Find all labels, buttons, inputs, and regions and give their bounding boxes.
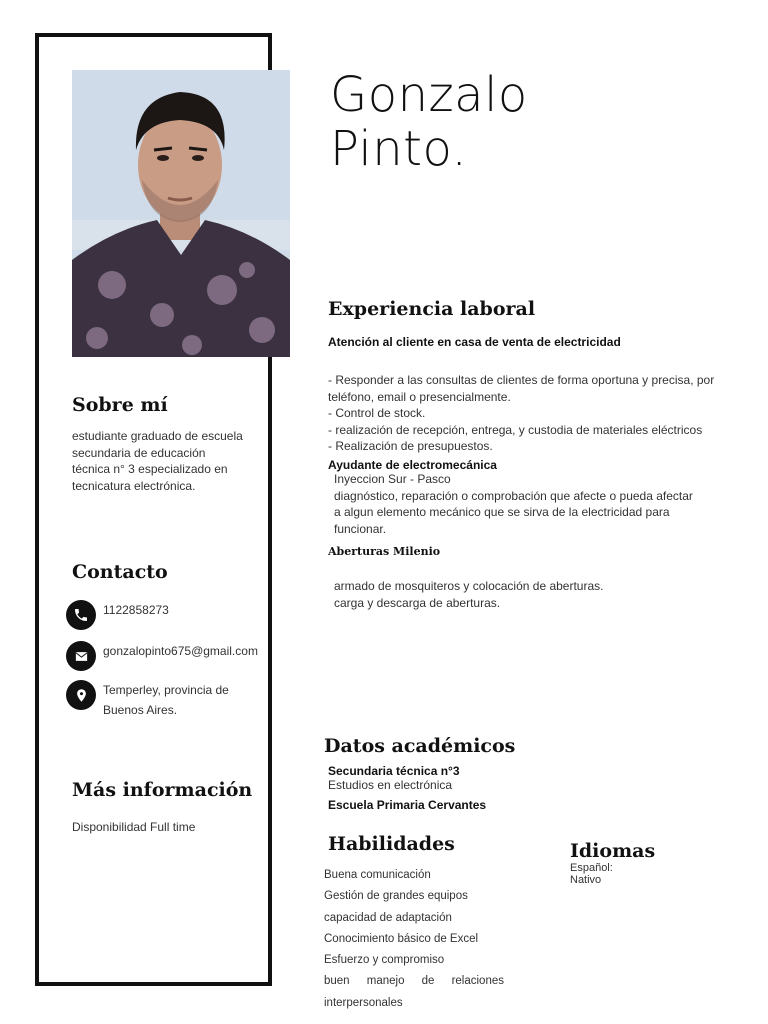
contact-phone-row [66, 600, 169, 630]
job1-line: - Responder a las consultas de clientes de forma oportuna y precisa, por [328, 373, 715, 387]
about-line: tecnicatura electrónica. [72, 478, 196, 493]
job2-line: Inyeccion Sur - Pasco [334, 472, 451, 486]
availability-text: Disponibilidad Full time [72, 820, 196, 834]
location-pin-icon [66, 680, 96, 710]
about-line: técnica n° 3 especializado en [72, 462, 228, 476]
last-name: Pinto. [330, 121, 468, 177]
first-name: Gonzalo [330, 67, 528, 123]
address-line: Buenos Aires. [103, 703, 178, 717]
job2-title: Ayudante de electromecánica [328, 458, 497, 472]
job3-details [334, 578, 603, 611]
school1-detail: Estudios en electrónica [328, 778, 453, 792]
skill-item: interpersonales [324, 996, 403, 1009]
email-address[interactable]: gonzalopinto675@gmail.com [103, 644, 258, 658]
profile-photo [72, 70, 290, 357]
job1-title: Atención al cliente en casa de venta de electricidad [328, 335, 621, 349]
skill-item: buen manejo de relaciones [324, 975, 504, 988]
job1-details [328, 372, 758, 455]
job3-title: Aberturas Milenio [328, 545, 441, 558]
full-name [330, 68, 528, 176]
skills-list [324, 865, 504, 1014]
address-line: Temperley, provincia de [103, 683, 229, 697]
school1-name: Secundaria técnica n°3 [328, 764, 460, 778]
job2-line: funcionar. [334, 521, 387, 536]
job1-line: teléfono, email o presencialmente. [328, 389, 511, 404]
phone-icon [66, 600, 96, 630]
languages-title: Idiomas [570, 840, 656, 862]
job1-line: - realización de recepción, entrega, y custodia de materiales eléctricos [328, 422, 703, 437]
about-line: estudiante graduado de escuela [72, 429, 243, 443]
language-entry [570, 862, 613, 886]
more-info-title: Más información [72, 779, 253, 801]
academic-title: Datos académicos [324, 735, 516, 757]
contact-email-row [66, 641, 258, 671]
skill-item: Buena comunicación [324, 869, 431, 881]
job1-line: - Control de stock. [328, 406, 426, 420]
job2-line: diagnóstico, reparación o comprobación que afecte o pueda afectar [334, 488, 693, 503]
experience-title: Experiencia laboral [328, 298, 536, 320]
address [103, 680, 229, 720]
language-name: Español: [570, 862, 613, 874]
mail-icon [66, 641, 96, 671]
job3-line: carga y descarga de aberturas. [334, 595, 501, 610]
skill-item: capacidad de adaptación [324, 911, 452, 924]
skill-item: Gestión de grandes equipos [324, 890, 468, 903]
skill-item: Conocimiento básico de Excel [324, 932, 479, 945]
job2-details [334, 471, 744, 537]
contact-address-row [66, 680, 229, 720]
school2-name: Escuela Primaria Cervantes [328, 798, 487, 812]
skill-item: Esfuerzo y compromiso [324, 954, 445, 967]
about-title: Sobre mí [72, 394, 168, 416]
contact-title: Contacto [72, 561, 168, 583]
phone-number[interactable]: 1122858273 [103, 603, 169, 617]
language-level: Nativo [570, 874, 602, 886]
about-line: secundaria de educación [72, 445, 206, 460]
about-text [72, 428, 272, 494]
job2-line: a algun elemento mecánico que se sirva de la electricidad para [334, 505, 670, 519]
skills-title: Habilidades [328, 833, 455, 855]
job1-line: - Realización de presupuestos. [328, 439, 493, 453]
job3-line: armado de mosquiteros y colocación de aberturas. [334, 579, 604, 593]
